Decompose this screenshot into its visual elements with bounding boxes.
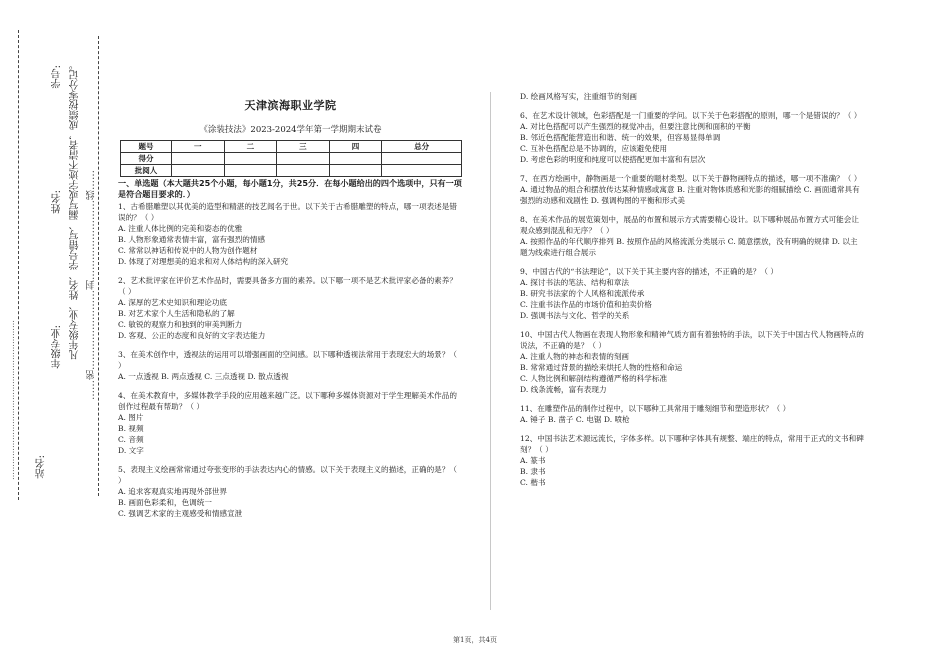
question-option: C. 人物比例和解剖结构遵循严格的科学标准	[520, 374, 668, 383]
score-row-label: 得分	[121, 153, 172, 165]
question-option: C. 互补色搭配总是不协调的，应该避免使用	[520, 144, 668, 153]
question-item	[520, 110, 865, 165]
binding-margin	[0, 0, 110, 672]
question-item	[520, 433, 865, 488]
question-option: A. 对比色搭配可以产生强烈的视觉冲击，但要注意比例和面积的平衡	[520, 122, 751, 131]
question-option: A. 追求客观真实地再现外部世界	[118, 487, 228, 496]
score-header-cell: 四	[329, 141, 382, 153]
reviewer-row	[121, 165, 462, 177]
question-stem: 8、在美术作品的展览策划中，展品的布置和展示方式需要精心设计。以下哪种展品布置方式可能会让观众感到混乱和无序？（ ）	[520, 215, 859, 235]
question-option: B. 研究书法家的个人风格和流派传承	[520, 289, 645, 298]
reviewer-cell[interactable]	[277, 165, 330, 177]
question-item	[520, 214, 865, 258]
question-item	[118, 390, 463, 456]
question-stem: 9、中国古代的“书法理论”，以下关于其主要内容的描述，不正确的是？（ ）	[520, 267, 779, 276]
question-item	[118, 275, 463, 341]
question-option: B. 对艺术家个人生活和隐私的了解	[118, 309, 235, 318]
question-item	[520, 403, 865, 425]
reviewer-cell[interactable]	[172, 165, 225, 177]
question-item	[118, 349, 463, 382]
question-option: D. 体现了对理想美的追求和对人体结构的深入研究	[118, 257, 289, 266]
question-option: A. 按照作品的年代顺序排列 B. 按照作品的风格流派分类展示 C. 随意摆放，没有明确的规律 D. 以主题为线索进行组合展示	[520, 237, 858, 257]
score-header-cell: 题号	[121, 141, 172, 153]
question-item	[520, 266, 865, 321]
question-item	[118, 201, 463, 267]
question-option: C. 敏锐的观察力和独到的审美判断力	[118, 320, 243, 329]
question-option: A. 通过物品的组合和摆放传达某种情感或寓意 B. 注重对物体质感和光影的细腻描绘 C. 画面通常具有强烈的动感和戏剧性 D. 强调构图的平衡和形式美	[520, 185, 860, 205]
question-stem: 10、中国古代人物画在表现人物形象和精神气质方面有着独特的手法，以下关于中国古代人物画特点的说法，不正确的是？（ ）	[520, 330, 864, 350]
question-option: D. 考虑色彩的明度和纯度可以使搭配更加丰富和有层次	[520, 155, 706, 164]
question-stem: 5、表现主义绘画常常通过夸张变形的手法表达内心的情感。以下关于表现主义的描述，正确的是？（ ）	[118, 465, 457, 485]
class-label: 年级专业:	[52, 325, 63, 369]
left-question-list	[118, 201, 463, 519]
question-option: D. 客观、公正的态度和良好的文字表达能力	[118, 331, 266, 340]
student-id-label: 学号:	[52, 65, 63, 89]
reviewer-cell[interactable]	[329, 165, 382, 177]
question-stem: 6、在艺术设计领域，色彩搭配是一门重要的学问。以下关于色彩搭配的原则，哪一个是错误的？（ ）	[520, 111, 862, 120]
question-option: A. 篆书	[520, 456, 546, 465]
score-header-cell: 二	[224, 141, 277, 153]
score-header-cell: 一	[172, 141, 225, 153]
cut-line-inner	[98, 36, 99, 496]
right-column	[520, 91, 865, 488]
question-option: D. 强调书法与文化、哲学的关系	[520, 311, 630, 320]
right-question-list	[520, 110, 865, 488]
question-option: B. 视频	[118, 424, 144, 433]
school-name: 天津滨海职业学院	[244, 99, 337, 112]
reviewer-cell[interactable]	[382, 165, 462, 177]
question-stem: 2、艺术批评家在评价艺术作品时，需要具备多方面的素养。以下哪一项不是艺术批评家必备的素养？（ ）	[118, 276, 457, 296]
score-cell[interactable]	[224, 153, 277, 165]
score-cell[interactable]	[382, 153, 462, 165]
question-option: B. 画面色彩柔和，色调统一	[118, 498, 212, 507]
question-stem: 11、在雕塑作品的制作过程中，以下哪种工具常用于雕刻细节和塑造形状？（ ）	[520, 404, 791, 413]
question-item	[520, 173, 865, 206]
score-cell[interactable]	[329, 153, 382, 165]
question-option: A. 图片	[118, 413, 144, 422]
question-option: A. 注重人体比例的完美和姿态的优雅	[118, 224, 243, 233]
question-option: D. 线条流畅，富有表现力	[520, 385, 607, 394]
question-option: B. 隶书	[520, 467, 546, 476]
question-option: B. 邻近色搭配能营造出和谐、统一的效果，但容易显得单调	[520, 133, 721, 142]
question-stem: 1、古希腊雕塑以其优美的造型和精湛的技艺闻名于世。以下关于古希腊雕塑的特点，哪一项表述是错误的？（ ）	[118, 202, 457, 222]
exam-subtitle: 《涂装技法》2023-2024学年第一学期期末试卷	[199, 125, 382, 135]
question-option: C. 常常以神话和传说中的人物为创作题材	[118, 246, 258, 255]
question-option: A. 探讨书法的笔法、结构和章法	[520, 278, 630, 287]
cut-line-outer	[18, 30, 19, 500]
question-option: C. 音频	[118, 435, 144, 444]
question-option: C. 注重书法作品的市场价值和拍卖价格	[520, 300, 652, 309]
left-column	[118, 96, 463, 519]
question-item	[520, 329, 865, 395]
question-option: A. 深厚的艺术史知识和理论功底	[118, 298, 228, 307]
seal-cut-text: ……密……………………封……………………线……	[86, 170, 97, 400]
reviewer-row-label: 批阅人	[121, 165, 172, 177]
question-option: A. 一点透视 B. 两点透视 C. 三点透视 D. 散点透视	[118, 372, 289, 381]
question-stem: 3、在美术创作中，透视法的运用可以增强画面的空间感。以下哪种透视法常用于表现宏大的场景？（ ）	[118, 350, 457, 370]
question-stem: 12、中国书法艺术源远流长，字体多样。以下哪种字体具有规整、端庄的特点，常用于正式的文书和碑刻？（ ）	[520, 434, 864, 454]
name-label: 姓名:	[52, 190, 63, 214]
question-option: D. 文字	[118, 446, 144, 455]
score-cell[interactable]	[277, 153, 330, 165]
page-footer: 第1页，共4页	[453, 636, 497, 644]
score-header-cell: 三	[277, 141, 330, 153]
question-item	[118, 464, 463, 519]
reviewer-cell[interactable]	[224, 165, 277, 177]
score-header-cell: 总分	[382, 141, 462, 153]
score-table-header	[121, 141, 462, 153]
question-option: C. 楷书	[520, 478, 546, 487]
question-option: D. 绘画风格写实，注重细节的刻画	[520, 92, 637, 101]
question-option: C. 强调艺术家的主观感受和情感宣泄	[118, 509, 243, 518]
question-stem: 4、在美术教育中，多媒体教学手段的应用越来越广泛。以下哪种多媒体资源对于学生理解美术作品的创作过程最有帮助？（ ）	[118, 391, 457, 411]
score-row	[121, 153, 462, 165]
section-heading: 一、单选题（本大题共25个小题，每小题1分，共25分．在每小题给出的四个选项中，只有一项是符合题目要求的．）	[118, 178, 462, 199]
outer-cut-text: ……………………………………………………	[7, 320, 16, 480]
warning-text: 凡年级专业、姓名、学号错写、漏写或字迹不清者，成绩按零分记。	[70, 60, 81, 360]
score-cell[interactable]	[172, 153, 225, 165]
question-option: A. 锤子 B. 凿子 C. 电锯 D. 喷枪	[520, 415, 630, 424]
score-table	[120, 140, 462, 177]
question-option: B. 人物形象通常表情丰富，富有强烈的情感	[118, 235, 266, 244]
question-stem: 7、在西方绘画中，静物画是一个重要的题材类型。以下关于静物画特点的描述，哪一项不准确？（ ）	[520, 174, 862, 183]
column-divider	[490, 92, 491, 610]
seat-label: 站名:	[36, 455, 47, 479]
question-option: A. 注重人物的神态和表情的刻画	[520, 352, 630, 361]
question-option: B. 常常通过背景的描绘来烘托人物的性格和命运	[520, 363, 683, 372]
